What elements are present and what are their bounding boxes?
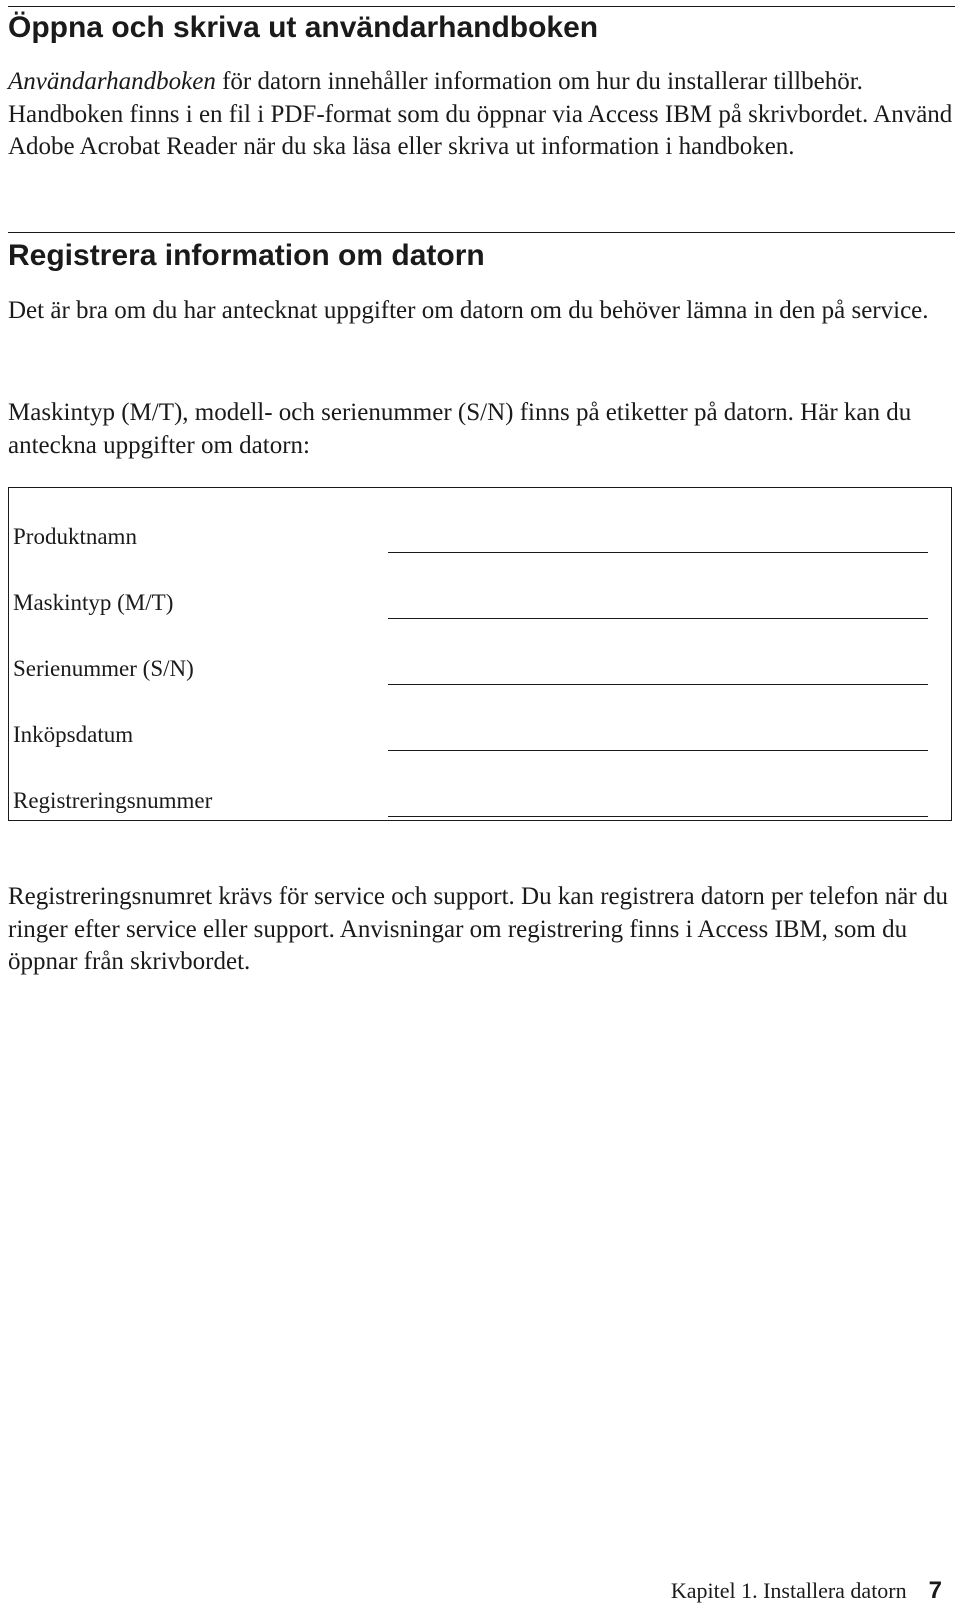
- form-row-purchase-date: [9, 720, 951, 754]
- manual-paragraph-text: för datorn innehåller information om hur du installerar tillbehör. Handboken finns i en fil i PDF-format som du öppnar via Access IBM på skrivbordet. Använd Adobe Acrobat Reader när du ska läsa eller skriva ut information i handboken.: [8, 68, 953, 160]
- page-footer: [671, 1578, 942, 1604]
- form-fill-line: [388, 816, 928, 817]
- footer-chapter-title: Kapitel 1. Installera datorn: [670, 1578, 907, 1603]
- form-label: Produktnamn: [13, 524, 137, 549]
- form-row-serial-number: [9, 654, 951, 688]
- form-fill-line: [388, 552, 928, 553]
- form-row-product-name: [9, 522, 951, 556]
- form-label: Maskintyp (M/T): [13, 590, 174, 615]
- section-rule-top: [8, 6, 955, 7]
- footer-page-number: 7: [928, 1577, 942, 1604]
- form-label: Inköpsdatum: [13, 722, 134, 747]
- form-row-machine-type: [9, 588, 951, 622]
- register-paragraph-support: Registreringsnumret krävs för service och support. Du kan registrera datorn per telefon när du ringer efter service eller support. Anvisningar om registrering finns i Access IBM, som du öppnar från skrivbordet.: [8, 883, 948, 975]
- form-fill-line: [388, 684, 928, 685]
- section-heading-register: Registrera information om datorn: [8, 239, 485, 272]
- form-fill-line: [388, 750, 928, 751]
- form-row-registration-number: [9, 786, 951, 820]
- manual-title-italic: Användarhandboken: [8, 68, 216, 95]
- form-fill-line: [388, 618, 928, 619]
- register-paragraph-intro: Det är bra om du har antecknat uppgifter om datorn om du behöver lämna in den på service.: [8, 297, 929, 324]
- form-label: Registreringsnummer: [13, 788, 213, 813]
- manual-paragraph: [8, 66, 953, 164]
- computer-info-form: [8, 487, 952, 821]
- section-heading-open-manual: Öppna och skriva ut användarhandboken: [8, 11, 599, 44]
- register-paragraph-labels: Maskintyp (M/T), modell- och serienummer (S/N) finns på etiketter på datorn. Här kan du anteckna uppgifter om datorn:: [8, 399, 912, 459]
- form-label: Serienummer (S/N): [13, 656, 194, 681]
- section-rule-register: [8, 232, 955, 233]
